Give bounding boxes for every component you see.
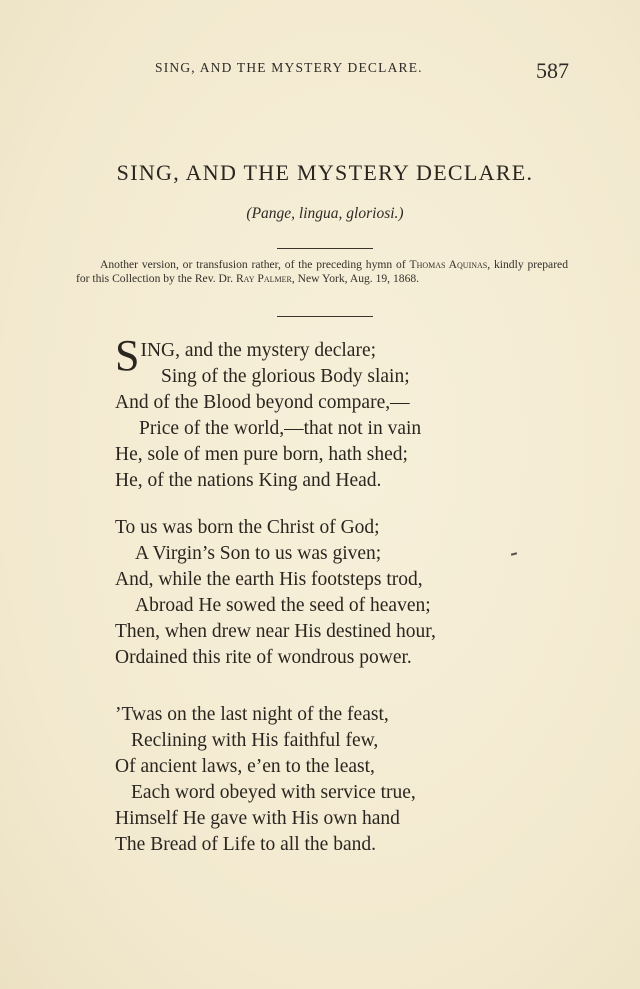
poem-line: ’Twas on the last night of the feast, xyxy=(115,704,389,725)
note-author: Thomas Aquinas xyxy=(409,258,488,271)
poem-line: And of the Blood beyond compare,— xyxy=(115,392,410,413)
poem-line: He, sole of men pure born, hath shed; xyxy=(115,444,408,465)
poem-line: Price of the world,—that not in vain xyxy=(139,418,422,439)
drop-cap: S xyxy=(115,331,140,380)
poem-line: The Bread of Life to all the band. xyxy=(115,834,376,855)
page-number: 587 xyxy=(536,58,569,83)
editorial-note xyxy=(76,258,568,286)
poem-line: To us was born the Christ of God; xyxy=(115,517,380,538)
running-head: SING, AND THE MYSTERY DECLARE. xyxy=(155,60,423,75)
poem-line: Abroad He sowed the seed of heaven; xyxy=(135,595,431,616)
poem-line: He, of the nations King and Head. xyxy=(115,470,382,491)
poem-line: Then, when drew near His destined hour, xyxy=(115,621,436,642)
stanza xyxy=(115,702,535,858)
poem-line: Sing of the glorious Body slain; xyxy=(161,366,410,387)
divider-rule xyxy=(277,316,373,317)
hymn-title: SING, AND THE MYSTERY DECLARE. xyxy=(116,160,534,185)
poem-line: Ordained this rite of wondrous power. xyxy=(115,647,412,668)
hymn-subtitle: (Pange, lingua, gloriosi.) xyxy=(246,205,404,222)
poem-line: Himself He gave with His own hand xyxy=(115,808,400,829)
poem-line: Reclining with His faithful few, xyxy=(131,730,379,751)
note-text-1: Another version, or transfusion rather, of the preceding hymn of xyxy=(100,258,410,271)
divider-rule xyxy=(277,248,373,249)
poem-line: And, while the earth His footsteps trod, xyxy=(115,569,423,590)
note-translator: Ray Palmer xyxy=(235,272,292,285)
note-text-3: , New York, Aug. 19, 1868. xyxy=(291,272,420,285)
stanza xyxy=(115,331,535,494)
poem-line: A Virgin’s Son to us was given; xyxy=(135,543,382,564)
poem-line: Of ancient laws, e’en to the least, xyxy=(115,756,375,777)
stanza xyxy=(115,515,535,671)
first-line-text: ING, and the mystery declare; xyxy=(140,340,377,361)
poem-line: Each word obeyed with service true, xyxy=(131,782,416,803)
note-text-2: , kindly prepared for this Collection by the Rev. Dr. xyxy=(76,258,568,285)
